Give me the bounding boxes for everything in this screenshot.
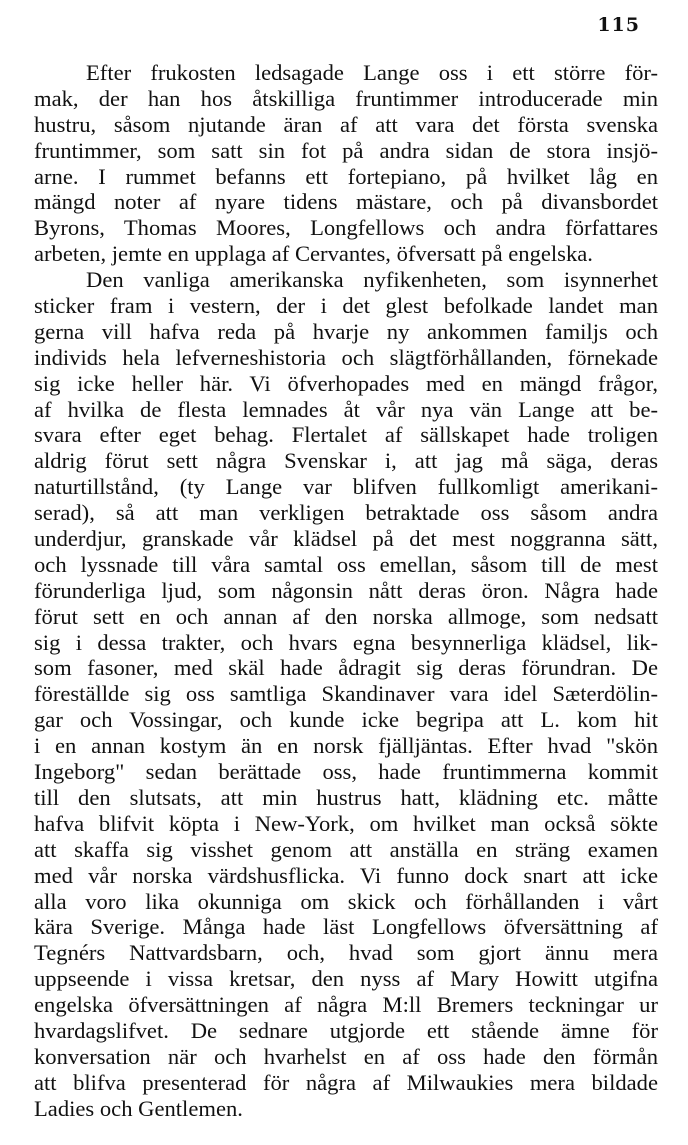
text-line: engelska öfversättningen af några M:ll Bremers teckningar ur [34,992,658,1018]
text-line: som fasoner, med skäl hade ådragit sig deras förundran. De [34,655,658,681]
text-line: af hvilka de flesta lemnades åt vår nya vän Lange att be- [34,396,658,422]
text-line: förut sett en och annan af den norska allmoge, som nedsatt [34,603,658,629]
text-line: aldrig förut sett några Svenskar i, att jag må säga, deras [34,448,658,474]
text-line: Ladies och Gentlemen. [34,1095,243,1121]
text-line: Den vanliga amerikanska nyfikenheten, som isynnerhet [86,267,658,293]
text-line: naturtillstånd, (ty Lange var blifven fullkomligt amerikani- [34,474,658,500]
text-line: kära Sverige. Många hade läst Longfellows öfversättning af [34,914,658,940]
body-text [34,60,658,1122]
text-line: svara efter eget behag. Flertalet af sällskapet hade troligen [34,422,658,448]
text-line: fruntimmer, som satt sin fot på andra sidan de stora insjö- [34,137,658,163]
text-line: underdjur, granskade vår klädsel på det mest noggranna sätt, [34,526,658,552]
text-line: alla voro lika okunniga om skick och förhållanden i vårt [34,888,658,914]
page-number: 115 [597,14,640,36]
text-line: Byrons, Thomas Moores, Longfellows och andra författares [34,215,658,241]
text-line: sticker fram i vestern, der i det glest befolkade landet man [34,293,658,319]
text-line: hafva blifvit köpta i New-York, om hvilket man också sökte [34,810,658,836]
text-line: individs hela lefverneshistoria och slägtförhållanden, förnekade [34,344,658,370]
text-line: att blifva presenterad för några af Milwaukies mera bildade [34,1069,658,1095]
text-line: och lyssnade till våra samtal oss emellan, såsom till de mest [34,551,658,577]
text-line: Efter frukosten ledsagade Lange oss i ett större för- [86,60,658,85]
text-line: mak, der han hos åtskilliga fruntimmer introducerade min [34,85,658,111]
text-line: hvardagslifvet. De sednare utgjorde ett stående ämne för [34,1017,658,1043]
text-line: arbeten, jemte en upplaga af Cervantes, öfversatt på engelska. [34,241,593,267]
text-line: sig icke heller här. Vi öfverhopades med en mängd frågor, [34,370,658,396]
text-line: gerna vill hafva reda på hvarje ny ankommen familjs och [34,318,658,344]
text-line: Tegnérs Nattvardsbarn, och, hvad som gjort ännu mera [34,940,658,966]
text-line: serad), så att man verkligen betraktade oss såsom andra [34,500,658,526]
text-line: mängd noter af nyare tidens mästare, och på divansbordet [34,189,658,215]
text-line: Ingeborg" sedan berättade oss, hade fruntimmerna kommit [34,759,658,785]
text-line: att skaffa sig visshet genom att anställa en sträng examen [34,836,658,862]
text-line: föreställde sig oss samtliga Skandinaver vara idel Sæterdölin- [34,681,658,707]
text-line: förunderliga ljud, som någonsin nått deras öron. Några hade [34,577,658,603]
text-line: arne. I rummet befanns ett fortepiano, på hvilket låg en [34,163,658,189]
text-line: med vår norska värdshusflicka. Vi funno dock snart att icke [34,862,658,888]
text-line: gar och Vossingar, och kunde icke begripa att L. kom hit [34,707,658,733]
text-line: till den slutsats, att min hustrus hatt, klädning etc. måtte [34,784,658,810]
text-line: uppseende i vissa kretsar, den nyss af Mary Howitt utgifna [34,966,658,992]
text-line: sig i dessa trakter, och hvars egna besynnerliga klädsel, lik- [34,629,658,655]
text-line: konversation när och hvarhelst en af oss hade den förmån [34,1043,658,1069]
text-line: hustru, såsom njutande äran af att vara det första svenska [34,111,658,137]
text-line: i en annan kostym än en norsk fjälljäntas. Efter hvad "skön [34,733,658,759]
